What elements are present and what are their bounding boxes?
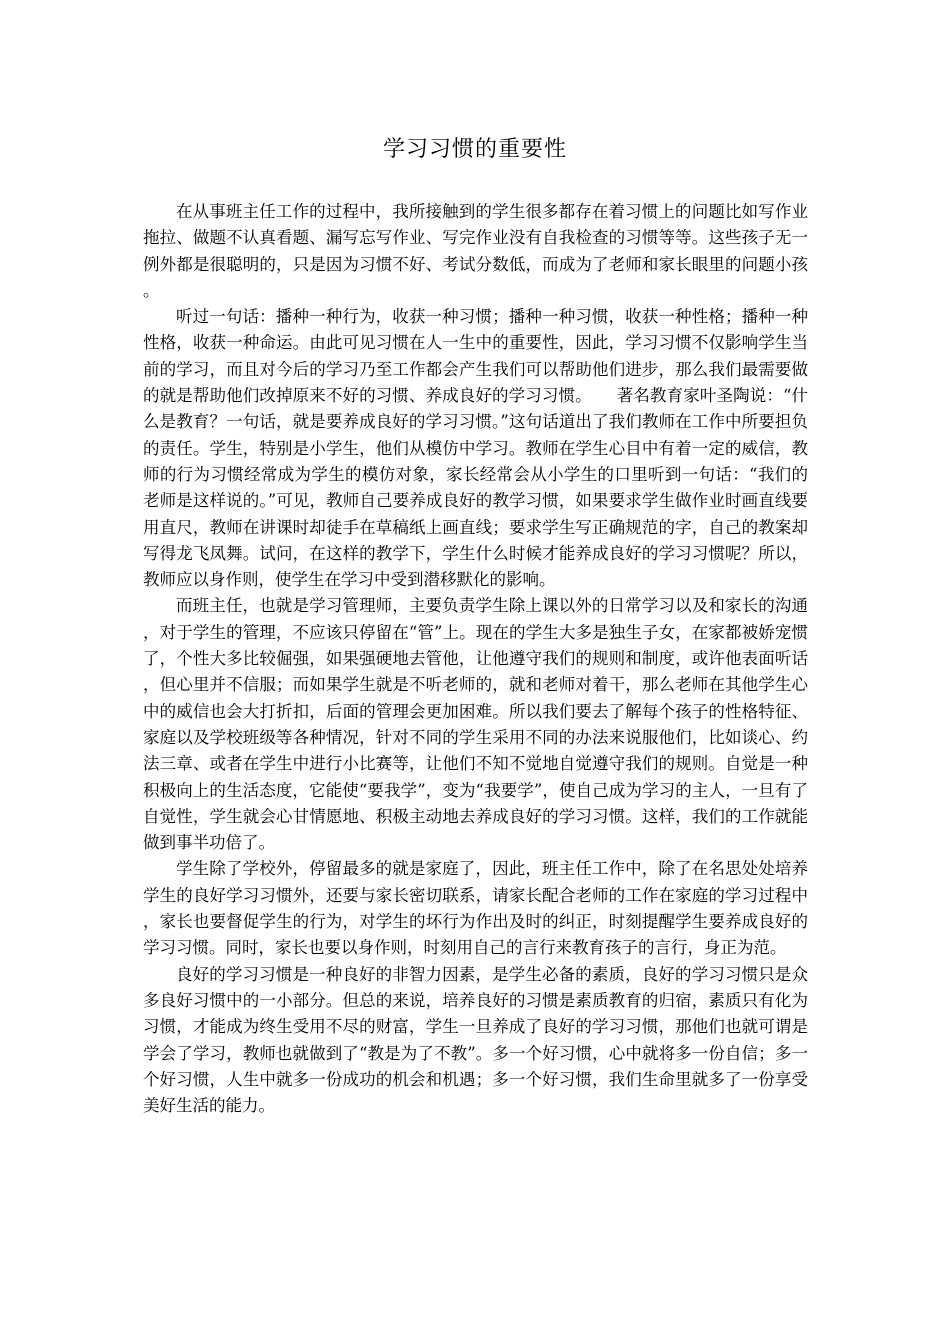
document-title: 学习习惯的重要性 [382,137,567,162]
paragraph-3: 而班主任，也就是学习管理师，主要负责学生除上课以外的日常学习以及和家长的沟通，对于学生的管理，不应该只停留在“管”上。现在的学生大多是独生子女，在家都被娇宠惯了，个性大多比较倔强，如果强硬地去管他，让他遵守我们的规则和制度，或许他表面听话，但心里并不信服；而如果学生就是不听老师的，就和老师对着干，那么老师在其他学生心中的威信也会大打折扣，后面的管理会更加困难。所以我们要去了解每个孩子的性格特征、家庭以及学校班级等各种情况，针对不同的学生采用不同的办法来说服他们，比如谈心、约法三章、或者在学生中进行小比赛等，让他们不知不觉地自觉遵守我们的规则。自觉是一种积极向上的生活态度，它能使“要我学”，变为“我要学”，使自己成为学习的主人，一旦有了自觉性，学生就会心甘情愿地、积极主动地去养成良好的学习习惯。这样，我们的工作就能做到事半功倍了。 [143,596,808,853]
paragraph-5: 良好的学习习惯是一种良好的非智力因素，是学生必备的素质，良好的学习习惯只是众多良好习惯中的一小部分。但总的来说，培养良好的习惯是素质教育的归宿，素质只有化为习惯，才能成为终生受用不尽的财富，学生一旦养成了良好的学习习惯，那他们也就可谓是学会了学习，教师也就做到了“教是为了不教”。多一个好习惯，心中就将多一份自信；多一个好习惯，人生中就多一份成功的机会和机遇；多一个好习惯，我们生命里就多了一份享受美好生活的能力。 [143,964,808,1116]
paragraph-4: 学生除了学校外，停留最多的就是家庭了，因此，班主任工作中，除了在名思处处培养学生的良好学习习惯外，还要与家长密切联系，请家长配合老师的工作在家庭的学习过程中，家长也要督促学生的行为，对学生的坏行为作出及时的纠正，时刻提醒学生要养成良好的学习习惯。同时，家长也要以身作则，时刻用自己的言行来教育孩子的言行，身正为范。 [143,859,808,958]
paragraph-1: 在从事班主任工作的过程中，我所接触到的学生很多都存在着习惯上的问题比如写作业拖拉、做题不认真看题、漏写忘写作业、写完作业没有自我检查的习惯等等。这些孩子无一例外都是很聪明的，只是因为习惯不好、考试分数低，而成为了老师和家长眼里的问题小孩。 [143,202,808,300]
paragraph-2: 听过一句话：播种一种行为，收获一种习惯；播种一种习惯，收获一种性格；播种一种性格，收获一种命运。由此可见习惯在人一生中的重要性，因此，学习习惯不仅影响学生当前的学习，而且对今后的学习乃至工作都会产生我们可以帮助他们进步，那么我们最需要做的就是帮助他们改掉原来不好的习惯、养成良好的学习习惯。 著名教育家叶圣陶说：“什么是教育？一句话，就是要养成良好的学习习惯。”这句话道出了我们教师在工作中所要担负的责任。学生，特别是小学生，他们从模仿中学习。教师在学生心目中有着一定的威信，教师的行为习惯经常成为学生的模仿对象，家长经常会从小学生的口里听到一句话：“我们的老师是这样说的。”可见，教师自己要养成良好的教学习惯，如果要求学生做作业时画直线要用直尺，教师在讲课时却徒手在草稿纸上画直线；要求学生写正确规范的字，自己的教案却写得龙飞凤舞。试问，在这样的教学下，学生什么时候才能养成良好的学习习惯呢？所以，教师应以身作则，使学生在学习中受到潜移默化的影响。 [143,307,808,590]
document-body [143,199,808,1119]
